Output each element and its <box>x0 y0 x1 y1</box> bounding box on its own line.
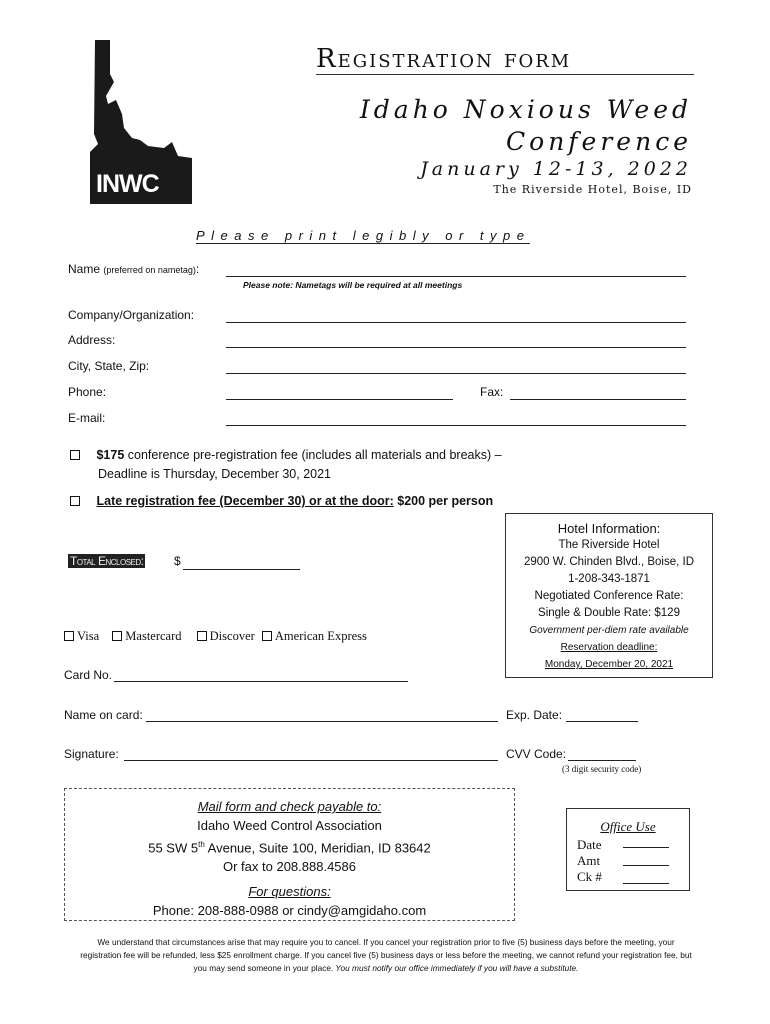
office-date-field <box>623 847 669 848</box>
card-type-options <box>64 629 367 644</box>
mastercard-label: Mastercard <box>125 629 182 643</box>
name-on-card-field[interactable] <box>146 721 498 722</box>
mail-address-pre: 55 SW 5 <box>148 840 199 856</box>
phone-field[interactable] <box>226 399 453 400</box>
city-state-zip-label: City, State, Zip: <box>68 359 150 373</box>
nametag-note: Please note: Nametags will be required at all meetings <box>243 280 463 290</box>
visa-label: Visa <box>77 629 100 643</box>
name-on-card-label: Name on card: <box>64 708 143 722</box>
conference-name-line2: Conference <box>506 127 692 156</box>
mail-org: Idaho Weed Control Association <box>197 818 382 833</box>
contact-info: Phone: 208-888-0988 or cindy@amgidaho.com <box>152 903 427 919</box>
company-field[interactable] <box>226 322 686 323</box>
cvv-field[interactable] <box>568 760 636 761</box>
hotel-phone: 1-208-343-1871 <box>568 573 650 585</box>
email-label: E-mail: <box>68 411 106 425</box>
address-label: Address: <box>68 333 116 347</box>
exp-date-field[interactable] <box>566 721 638 722</box>
hotel-address: 2900 W. Chinden Blvd., Boise, ID <box>523 556 695 568</box>
conference-date: January 12-13, 2022 <box>420 158 692 180</box>
discover-label: Discover <box>209 629 255 643</box>
office-amt-field <box>623 865 669 866</box>
cvv-label: CVV Code: <box>506 747 567 761</box>
late-fee-text: Late registration fee (December 30) or at the door: <box>96 494 394 508</box>
card-number-label: Card No. <box>64 668 113 682</box>
amex-checkbox[interactable] <box>262 631 272 641</box>
amex-label: American Express <box>274 629 367 643</box>
city-state-zip-field[interactable] <box>226 373 686 374</box>
mail-fax: Or fax to 208.888.4586 <box>223 859 356 875</box>
hotel-rate-heading: Negotiated Conference Rate: <box>534 590 684 602</box>
fax-label: Fax: <box>480 385 504 399</box>
mail-address-post: Avenue, Suite 100, Meridian, ID 83642 <box>204 840 431 856</box>
late-fee-amount: $200 per person <box>393 494 494 508</box>
phone-label: Phone: <box>68 385 107 399</box>
mail-heading: Mail form and check payable to: <box>197 799 382 814</box>
cancellation-text: We understand that circumstances arise that may require you to cancel. If you cancel your registration prior to five (5) business days before the meeting, your registration fee will be refunded, less $25 enrollment charge. If you cancel five (5) business days or less before the meeting, we cannot refund your registration fee, but you may send someone in your place. <box>80 937 692 973</box>
hotel-heading: Hotel Information: <box>557 521 661 536</box>
mail-address-sup: th <box>198 840 205 849</box>
early-fee-text: conference pre-registration fee (includes all materials and breaks) – <box>124 448 502 462</box>
conference-name-line1: Idaho Noxious Weed <box>359 95 692 124</box>
name-colon: : <box>195 262 200 276</box>
name-field[interactable] <box>226 276 686 277</box>
exp-date-label: Exp. Date: <box>506 708 563 722</box>
mastercard-checkbox[interactable] <box>112 631 122 641</box>
early-fee-amount: $175 <box>96 448 125 462</box>
company-label: Company/Organization: <box>68 308 195 322</box>
early-fee-option[interactable] <box>70 448 502 462</box>
signature-field[interactable] <box>124 760 498 761</box>
name-label: Name <box>68 262 101 276</box>
hotel-deadline-label: Reservation deadline: <box>560 642 658 653</box>
total-currency: $ <box>174 554 181 568</box>
late-fee-option[interactable] <box>70 494 493 508</box>
hotel-rate: Single & Double Rate: $129 <box>538 607 680 619</box>
card-option-amex[interactable] <box>262 629 367 643</box>
visa-checkbox[interactable] <box>64 631 74 641</box>
email-field[interactable] <box>226 425 686 426</box>
hotel-name: The Riverside Hotel <box>558 539 660 551</box>
office-amt-label: Amt <box>577 853 601 868</box>
logo-text: INWC <box>96 170 159 198</box>
office-row-amt <box>577 853 689 869</box>
inwc-logo <box>88 38 200 206</box>
cvv-hint: (3 digit security code) <box>562 764 642 774</box>
office-check-field <box>623 883 669 884</box>
card-option-mastercard[interactable] <box>112 629 181 643</box>
name-hint: (preferred on nametag) <box>103 265 196 275</box>
office-use-heading: Office Use <box>600 819 656 834</box>
card-option-discover[interactable] <box>197 629 255 643</box>
early-fee-deadline: Deadline is Thursday, December 30, 2021 <box>98 467 332 481</box>
discover-checkbox[interactable] <box>197 631 207 641</box>
hotel-deadline: Monday, December 20, 2021 <box>544 659 674 670</box>
office-date-label: Date <box>577 837 602 852</box>
fax-field[interactable] <box>510 399 686 400</box>
cancellation-emphasis: You must notify our office immediately if you will have a substitute. <box>333 963 579 973</box>
name-label-group <box>68 262 199 276</box>
office-row-check <box>577 869 689 885</box>
address-field[interactable] <box>226 347 686 348</box>
card-option-visa[interactable] <box>64 629 99 643</box>
total-enclosed-label: Total Enclosed: <box>70 554 144 568</box>
print-instructions: Please print legibly or type <box>196 228 531 243</box>
mail-address <box>65 835 514 857</box>
office-check-label: Ck # <box>577 869 602 884</box>
office-row-date <box>577 837 689 853</box>
mail-instructions-box <box>64 788 515 921</box>
form-title: Registration form <box>316 44 694 75</box>
office-use-box <box>566 808 690 891</box>
hotel-info-box <box>505 513 713 678</box>
card-number-field[interactable] <box>114 681 408 682</box>
signature-label: Signature: <box>64 747 119 761</box>
total-enclosed-field[interactable] <box>183 569 300 570</box>
conference-venue: The Riverside Hotel, Boise, ID <box>493 183 692 196</box>
questions-heading: For questions: <box>248 884 331 900</box>
early-fee-checkbox[interactable] <box>70 450 80 460</box>
hotel-per-diem: Government per-diem rate available <box>529 625 689 636</box>
cancellation-policy <box>80 936 692 975</box>
late-fee-checkbox[interactable] <box>70 496 80 506</box>
